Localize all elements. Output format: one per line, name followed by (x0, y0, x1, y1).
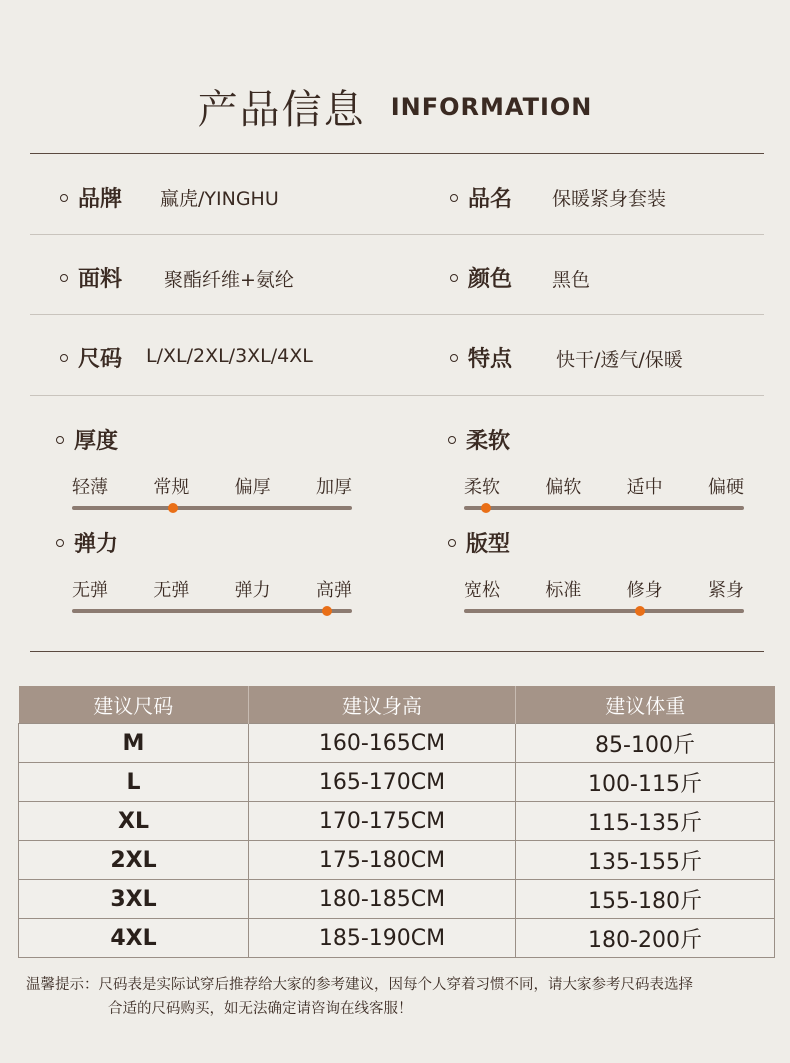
table-row (19, 919, 775, 958)
height-cell: 160-165CM (249, 724, 516, 763)
info-value: 保暖紧身套装 (552, 188, 667, 210)
bullet-icon (60, 274, 68, 282)
rating-elasticity (72, 576, 352, 613)
height-cell: 165-170CM (249, 763, 516, 802)
info-feature (450, 342, 512, 373)
title-en: INFORMATION (390, 92, 593, 121)
rating-marker (322, 606, 332, 616)
page-title (0, 78, 790, 135)
table-row (19, 841, 775, 880)
weight-cell: 85-100斤 (516, 724, 775, 763)
size-cell: M (19, 724, 249, 763)
info-label: 颜色 (468, 267, 513, 292)
tip-line: 合适的尺码购买，如无法确定请咨询在线客服！ (108, 1001, 413, 1017)
bullet-icon (56, 436, 64, 444)
rating-fit-title (448, 527, 510, 558)
table-row (19, 802, 775, 841)
table-header: 建议体重 (516, 686, 775, 724)
size-cell: 4XL (19, 919, 249, 958)
rating-softness-title (448, 424, 510, 455)
info-label: 面料 (78, 267, 123, 292)
divider (30, 153, 764, 154)
bullet-icon (56, 539, 64, 547)
rating-marker (481, 503, 491, 513)
size-cell: 3XL (19, 880, 249, 919)
table-row (19, 763, 775, 802)
info-label: 尺码 (78, 347, 123, 372)
info-label: 品牌 (78, 187, 123, 212)
info-fabric (60, 262, 122, 293)
rating-softness (464, 473, 744, 510)
table-header: 建议身高 (249, 686, 516, 724)
rating-track (72, 506, 352, 510)
divider (30, 395, 764, 396)
rating-marker (168, 503, 178, 513)
table-row (19, 724, 775, 763)
rating-option: 轻薄 (72, 477, 108, 498)
weight-cell: 115-135斤 (516, 802, 775, 841)
info-label: 特点 (468, 347, 513, 372)
rating-name: 厚度 (74, 429, 119, 454)
rating-option: 紧身 (707, 580, 744, 601)
bullet-icon (60, 354, 68, 362)
rating-option: 宽松 (464, 580, 500, 601)
rating-option: 柔软 (464, 477, 500, 498)
size-cell: 2XL (19, 841, 249, 880)
divider (30, 314, 764, 315)
height-cell: 180-185CM (249, 880, 516, 919)
size-cell: L (19, 763, 249, 802)
rating-option: 加厚 (315, 477, 352, 498)
rating-fit (464, 576, 744, 613)
rating-name: 柔软 (466, 429, 511, 454)
info-value: 黑色 (552, 269, 591, 291)
table-row (19, 880, 775, 919)
title-cn: 产品信息 (197, 87, 366, 133)
weight-cell: 180-200斤 (516, 919, 775, 958)
rating-thickness (72, 473, 352, 510)
divider (30, 234, 764, 235)
height-cell: 175-180CM (249, 841, 516, 880)
bullet-icon (450, 354, 458, 362)
height-cell: 170-175CM (249, 802, 516, 841)
rating-option: 弹力 (234, 580, 271, 601)
tip-line: 温馨提示：尺码表是实际试穿后推荐给大家的参考建议，因每个人穿着习惯不同，请大家参考尺码表选择 (26, 977, 693, 993)
bullet-icon (448, 539, 456, 547)
rating-marker (635, 606, 645, 616)
bullet-icon (450, 194, 458, 202)
info-label: 品名 (468, 187, 513, 212)
info-brand (60, 182, 122, 213)
info-value: 赢虎/YINGHU (160, 188, 279, 210)
bullet-icon (448, 436, 456, 444)
info-color (450, 262, 512, 293)
rating-option: 偏硬 (707, 477, 744, 498)
rating-option: 常规 (153, 477, 190, 498)
rating-track (72, 609, 352, 613)
divider (30, 651, 764, 652)
rating-option: 无弹 (72, 580, 108, 601)
size-table (18, 686, 775, 958)
weight-cell: 155-180斤 (516, 880, 775, 919)
table-header: 建议尺码 (19, 686, 249, 724)
rating-thickness-title (56, 424, 118, 455)
weight-cell: 135-155斤 (516, 841, 775, 880)
rating-option: 偏软 (545, 477, 582, 498)
rating-track (464, 506, 744, 510)
info-value: L/XL/2XL/3XL/4XL (146, 345, 313, 367)
info-size (60, 342, 122, 373)
rating-option: 高弹 (315, 580, 352, 601)
rating-option: 修身 (626, 580, 663, 601)
rating-option: 标准 (545, 580, 582, 601)
rating-option: 适中 (626, 477, 663, 498)
rating-name: 弹力 (74, 532, 119, 557)
rating-elasticity-title (56, 527, 118, 558)
info-value: 聚酯纤维+氨纶 (164, 269, 294, 291)
info-value: 快干/透气/保暖 (556, 349, 683, 371)
info-product-name (450, 182, 512, 213)
height-cell: 185-190CM (249, 919, 516, 958)
table-header-row (19, 686, 775, 724)
size-tip (26, 973, 771, 1021)
weight-cell: 100-115斤 (516, 763, 775, 802)
rating-track (464, 609, 744, 613)
size-cell: XL (19, 802, 249, 841)
bullet-icon (60, 194, 68, 202)
rating-option: 无弹 (153, 580, 190, 601)
bullet-icon (450, 274, 458, 282)
rating-name: 版型 (466, 532, 511, 557)
rating-option: 偏厚 (234, 477, 271, 498)
